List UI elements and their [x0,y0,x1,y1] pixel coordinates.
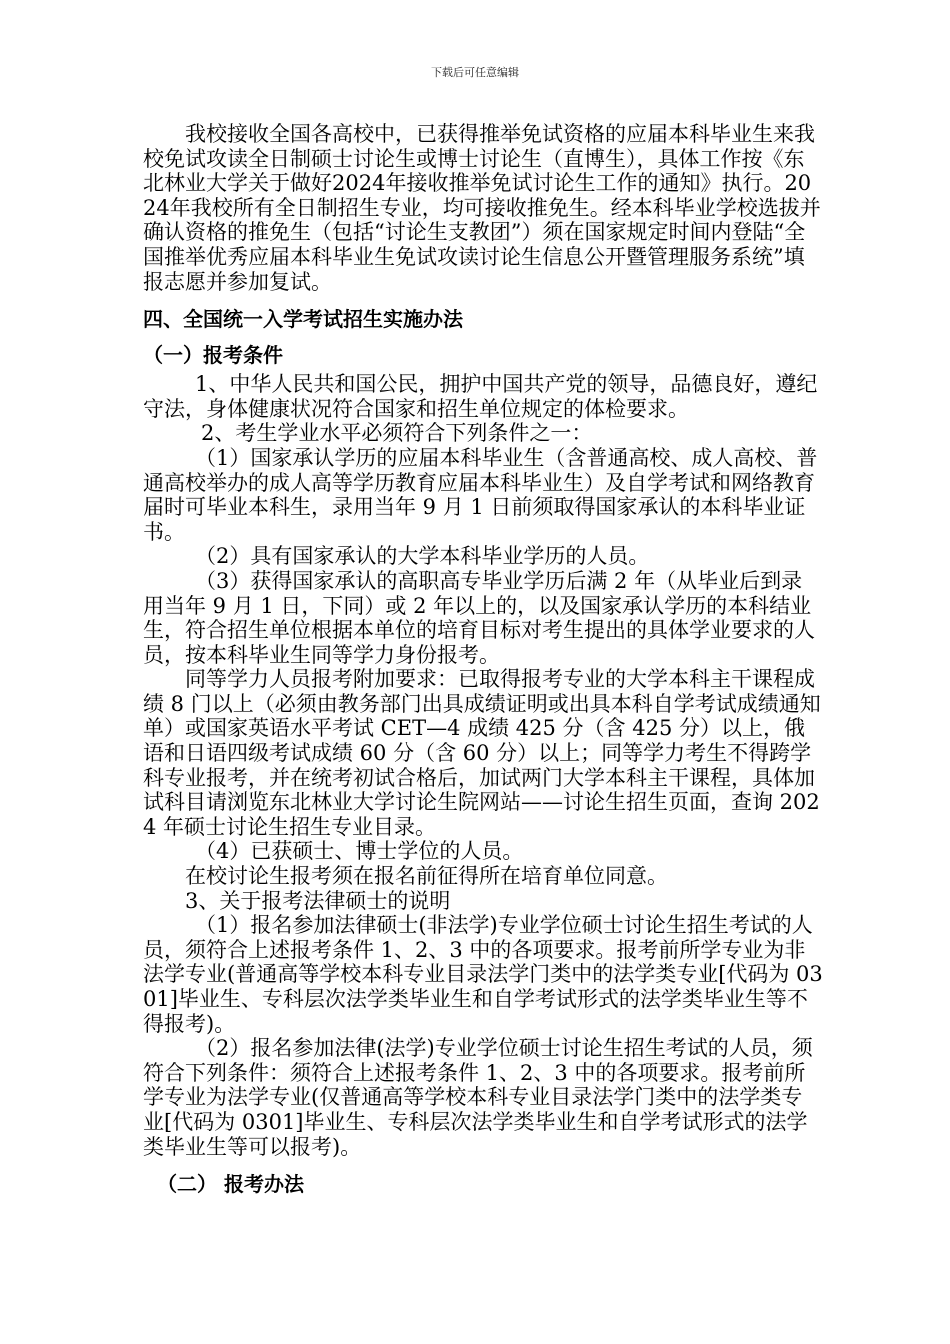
equivalent-qualification-paragraph: 同等学力人员报考附加要求：已取得报考专业的大学本科主干课程成绩 8 门以上（必须由教务部门出具成绩证明或出具本科自学考试成绩通知单）或国家英语水平考试 CET—4 成绩 425 分（含 425 分）以上，俄语和日语四级考试成绩 60 分（含 60 分）以上；同等学力考生不得跨学科专业报考，并在统考初试合格后，加试两门大学本科主干课程，具体加试科目请浏览东北林业大学讨论生院网站——讨论生招生页面，查询 2024 年硕士讨论生招生专业目录。 [143,667,821,839]
subsection-heading-method: （二） 报考办法 [157,1172,304,1197]
law-master-heading-paragraph: 3、关于报考法律硕士的说明 [185,888,451,913]
condition-2-paragraph: 2、考生学业水平必须符合下列条件之一： [201,421,593,446]
intro-paragraph: 我校接收全国各高校中，已获得推举免试资格的应届本科毕业生来我校免试攻读全日制硕士讨论生或博士讨论生（直博生），具体工作按《东北林业大学关于做好2024年接收推举免试讨论生工作的通知》执行。2024年我校所有全日制招生专业，均可接收推免生。经本科毕业学校选拔并确认资格的推免生（包括“讨论生支教团”）须在国家规定时间内登陆“全国推举优秀应届本科毕业生免试攻读讨论生信息公开暨管理服务系统”填报志愿并参加复试。 [143,122,821,294]
condition-2-item-2: （2）具有国家承认的大学本科毕业学历的人员。 [195,544,650,569]
condition-1-paragraph: 1、中华人民共和国公民，拥护中国共产党的领导，品德良好，遵纪守法，身体健康状况符合国家和招生单位规定的体检要求。 [143,372,818,421]
condition-2-item-3: （3）获得国家承认的高职高专毕业学历后满 2 年（从毕业后到录用当年 9 月 1 日，下同）或 2 年以上的，以及国家承认学历的本科结业生，符合招生单位根据本单位的培育目标对考生提出的具体学业要求的人员，按本科毕业生同等学力身份报考。 [143,568,815,667]
condition-2-item-4: （4）已获硕士、博士学位的人员。 [195,839,524,864]
law-master-item-2: （2）报名参加法律(法学)专业学位硕士讨论生招生考试的人员，须符合下列条件：须符合上述报考条件 1、2、3 中的各项要求。报考前所学专业为法学专业(仅普通高等学校本科专业目录法学门类中的法学类专业[代码为 0301]毕业生、专科层次法学类毕业生和自学考试形式的法学类毕业生等可以报考)。 [143,1036,813,1159]
subsection-heading-conditions: （一）报考条件 [143,343,283,368]
current-student-paragraph: 在校讨论生报考须在报名前征得所在培育单位同意。 [185,864,668,889]
section-heading-4: 四、全国统一入学考试招生实施办法 [143,307,463,332]
condition-2-item-1: （1）国家承认学历的应届本科毕业生（含普通高校、成人高校、普通高校举办的成人高等学历教育应届本科毕业生）及自学考试和网络教育届时可毕业本科生，录用当年 9 月 1 日前须取得国家承认的本科毕业证书。 [143,445,818,544]
law-master-item-1: （1）报名参加法律硕士(非法学)专业学位硕士讨论生招生考试的人员，须符合上述报考条件 1、2、3 中的各项要求。报考前所学专业为非法学专业(普通高等学校本科专业目录法学门类中的法学类专业[代码为 0301]毕业生、专科层次法学类毕业生和自学考试形式的法学类毕业生等不得报考)。 [143,913,823,1036]
document-body [143,122,823,1203]
page-header: 下载后可任意编辑 [431,66,519,79]
